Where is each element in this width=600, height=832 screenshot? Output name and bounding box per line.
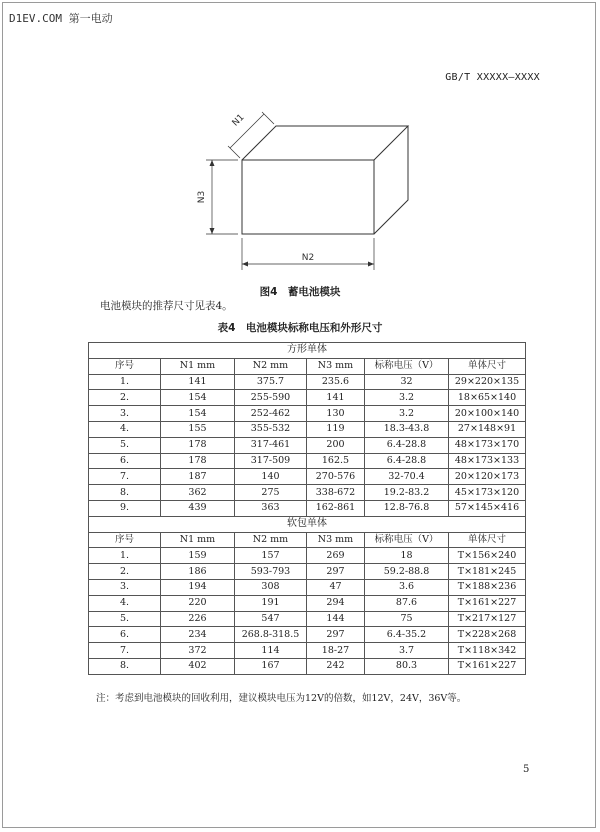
table-cell: 5. bbox=[89, 611, 161, 627]
table-cell: 47 bbox=[307, 579, 365, 595]
table-cell: 20×120×173 bbox=[449, 469, 526, 485]
table-caption: 表4 电池模块标称电压和外形尺寸 bbox=[217, 322, 383, 334]
table-cell: 45×173×120 bbox=[449, 485, 526, 501]
table-cell: 187 bbox=[161, 469, 235, 485]
table-cell: 226 bbox=[161, 611, 235, 627]
table-cell: 144 bbox=[307, 611, 365, 627]
table-cell: 269 bbox=[307, 548, 365, 564]
column-header: N1 mm bbox=[161, 358, 235, 374]
table-cell: 2. bbox=[89, 390, 161, 406]
battery-module-figure bbox=[180, 100, 410, 280]
table-cell: 294 bbox=[307, 595, 365, 611]
table-cell: 48×173×170 bbox=[449, 437, 526, 453]
table-row bbox=[89, 564, 526, 580]
table-cell: 48×173×133 bbox=[449, 453, 526, 469]
table-cell: 593-793 bbox=[235, 564, 307, 580]
column-header: N3 mm bbox=[307, 358, 365, 374]
box-front-face bbox=[242, 160, 374, 234]
table-cell: 3. bbox=[89, 579, 161, 595]
table-row bbox=[89, 579, 526, 595]
column-header: N2 mm bbox=[235, 358, 307, 374]
table-cell: 2. bbox=[89, 564, 161, 580]
table-row bbox=[89, 548, 526, 564]
table-cell: 252-462 bbox=[235, 406, 307, 422]
table-cell: 178 bbox=[161, 437, 235, 453]
table-cell: 29×220×135 bbox=[449, 374, 526, 390]
table-cell: 178 bbox=[161, 453, 235, 469]
table-cell: 167 bbox=[235, 658, 307, 674]
table-row bbox=[89, 595, 526, 611]
table-note: 注：考虑到电池模块的回收利用，建议模块电压为12V的倍数，如12V，24V，36V等。 bbox=[96, 693, 467, 704]
table-cell: 297 bbox=[307, 564, 365, 580]
table-cell: 372 bbox=[161, 643, 235, 659]
table-cell: 3. bbox=[89, 406, 161, 422]
table-cell: 362 bbox=[161, 485, 235, 501]
table-cell: 308 bbox=[235, 579, 307, 595]
table-cell: 18×65×140 bbox=[449, 390, 526, 406]
table-cell: T×228×268 bbox=[449, 627, 526, 643]
table-cell: 7. bbox=[89, 469, 161, 485]
table-cell: 317-509 bbox=[235, 453, 307, 469]
table-cell: 4. bbox=[89, 595, 161, 611]
table-cell: 20×100×140 bbox=[449, 406, 526, 422]
table-cell: 4. bbox=[89, 421, 161, 437]
table-row bbox=[89, 658, 526, 674]
table-cell: 162.5 bbox=[307, 453, 365, 469]
table-row bbox=[89, 374, 526, 390]
table-cell: 9. bbox=[89, 500, 161, 516]
table-cell: 140 bbox=[235, 469, 307, 485]
table-cell: 80.3 bbox=[365, 658, 449, 674]
n3-label: N3 bbox=[197, 190, 207, 204]
n1-label: N1 bbox=[230, 112, 247, 129]
table-cell: T×161×227 bbox=[449, 595, 526, 611]
section-title-row bbox=[89, 516, 526, 532]
table-cell: 220 bbox=[161, 595, 235, 611]
figure-caption: 图4 蓄电池模块 bbox=[259, 286, 341, 298]
table-cell: 154 bbox=[161, 390, 235, 406]
table-row bbox=[89, 437, 526, 453]
table-cell: 154 bbox=[161, 406, 235, 422]
table-cell: 155 bbox=[161, 421, 235, 437]
table-cell: 19.2-83.2 bbox=[365, 485, 449, 501]
table-cell: 75 bbox=[365, 611, 449, 627]
table-row bbox=[89, 406, 526, 422]
table-cell: 235.6 bbox=[307, 374, 365, 390]
table-cell: 6. bbox=[89, 627, 161, 643]
table-cell: 162-861 bbox=[307, 500, 365, 516]
table-cell: 27×148×91 bbox=[449, 421, 526, 437]
table-cell: 32 bbox=[365, 374, 449, 390]
table-cell: 141 bbox=[307, 390, 365, 406]
header-row bbox=[89, 532, 526, 548]
table-cell: 5. bbox=[89, 437, 161, 453]
table-row bbox=[89, 643, 526, 659]
column-header: 单体尺寸 bbox=[449, 532, 526, 548]
column-header: 单体尺寸 bbox=[449, 358, 526, 374]
table-cell: 119 bbox=[307, 421, 365, 437]
table-cell: 59.2-88.8 bbox=[365, 564, 449, 580]
n2-label: N2 bbox=[301, 253, 315, 263]
table-cell: 268.8-318.5 bbox=[235, 627, 307, 643]
table-cell: 242 bbox=[307, 658, 365, 674]
column-header: N2 mm bbox=[235, 532, 307, 548]
standard-code: GB/T XXXXX—XXXX bbox=[445, 72, 540, 83]
table-cell: T×161×227 bbox=[449, 658, 526, 674]
table-cell: 255-590 bbox=[235, 390, 307, 406]
table-cell: 6.4-35.2 bbox=[365, 627, 449, 643]
table-cell: 6.4-28.8 bbox=[365, 437, 449, 453]
table-cell: T×188×236 bbox=[449, 579, 526, 595]
table-cell: 375.7 bbox=[235, 374, 307, 390]
table-cell: 7. bbox=[89, 643, 161, 659]
table-cell: T×156×240 bbox=[449, 548, 526, 564]
table-cell: T×118×342 bbox=[449, 643, 526, 659]
table-cell: 363 bbox=[235, 500, 307, 516]
box-top-face bbox=[242, 126, 408, 160]
table-row bbox=[89, 485, 526, 501]
intro-paragraph: 电池模块的推荐尺寸见表4。 bbox=[100, 300, 233, 312]
table-cell: 439 bbox=[161, 500, 235, 516]
table-cell: 141 bbox=[161, 374, 235, 390]
table-row bbox=[89, 390, 526, 406]
table-cell: 18 bbox=[365, 548, 449, 564]
table-cell: 355-532 bbox=[235, 421, 307, 437]
table-cell: 297 bbox=[307, 627, 365, 643]
watermark: D1EV.COM 第一电动 bbox=[9, 12, 113, 25]
section-title: 方形单体 bbox=[89, 343, 526, 359]
table-cell: 8. bbox=[89, 658, 161, 674]
table-row bbox=[89, 611, 526, 627]
table-cell: 338-672 bbox=[307, 485, 365, 501]
table-cell: 87.6 bbox=[365, 595, 449, 611]
table-cell: 234 bbox=[161, 627, 235, 643]
table-row bbox=[89, 500, 526, 516]
table-cell: 57×145×416 bbox=[449, 500, 526, 516]
table-cell: 3.7 bbox=[365, 643, 449, 659]
table-cell: 18-27 bbox=[307, 643, 365, 659]
table-cell: 547 bbox=[235, 611, 307, 627]
section-title-row bbox=[89, 343, 526, 359]
table-cell: 12.8-76.8 bbox=[365, 500, 449, 516]
table-cell: 18.3-43.8 bbox=[365, 421, 449, 437]
table-cell: 194 bbox=[161, 579, 235, 595]
table-cell: 270-576 bbox=[307, 469, 365, 485]
column-header: N3 mm bbox=[307, 532, 365, 548]
table-cell: 1. bbox=[89, 374, 161, 390]
table-cell: 191 bbox=[235, 595, 307, 611]
table-cell: 114 bbox=[235, 643, 307, 659]
table-cell: 130 bbox=[307, 406, 365, 422]
table-row bbox=[89, 469, 526, 485]
table-cell: 159 bbox=[161, 548, 235, 564]
column-header: N1 mm bbox=[161, 532, 235, 548]
column-header: 序号 bbox=[89, 532, 161, 548]
table-cell: 275 bbox=[235, 485, 307, 501]
table-cell: T×217×127 bbox=[449, 611, 526, 627]
table-row bbox=[89, 421, 526, 437]
table-cell: 402 bbox=[161, 658, 235, 674]
table-cell: 32-70.4 bbox=[365, 469, 449, 485]
section-title: 软包单体 bbox=[89, 516, 526, 532]
table-cell: 8. bbox=[89, 485, 161, 501]
table-row bbox=[89, 453, 526, 469]
table-cell: 3.6 bbox=[365, 579, 449, 595]
column-header: 标称电压（V） bbox=[365, 532, 449, 548]
table-cell: 3.2 bbox=[365, 390, 449, 406]
table-cell: 3.2 bbox=[365, 406, 449, 422]
box-right-face bbox=[374, 126, 408, 234]
column-header: 序号 bbox=[89, 358, 161, 374]
page-number: 5 bbox=[523, 764, 530, 775]
table-cell: 6. bbox=[89, 453, 161, 469]
battery-module-table bbox=[88, 342, 526, 675]
table-cell: 317-461 bbox=[235, 437, 307, 453]
table-cell: T×181×245 bbox=[449, 564, 526, 580]
table-cell: 186 bbox=[161, 564, 235, 580]
header-row bbox=[89, 358, 526, 374]
table-cell: 1. bbox=[89, 548, 161, 564]
table-cell: 157 bbox=[235, 548, 307, 564]
table-cell: 6.4-28.8 bbox=[365, 453, 449, 469]
column-header: 标称电压（V） bbox=[365, 358, 449, 374]
table-row bbox=[89, 627, 526, 643]
table-cell: 200 bbox=[307, 437, 365, 453]
